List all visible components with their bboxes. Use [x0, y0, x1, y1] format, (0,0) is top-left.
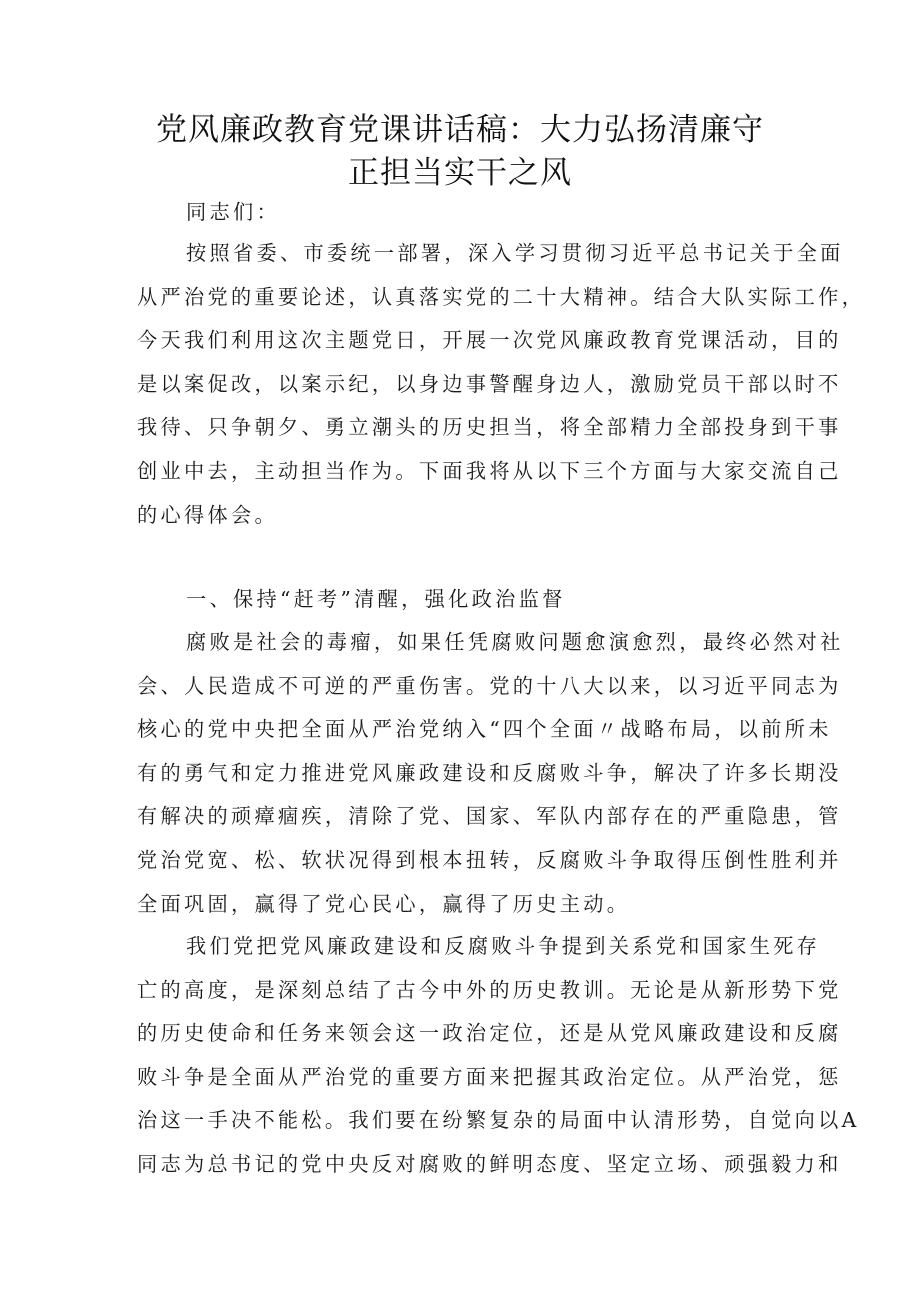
paragraph-line: 败斗争是全面从严治党的重要方面来把握其政治定位。从严治党，惩	[137, 1064, 842, 1089]
paragraph-line: 从严治党的重要论述，认真落实党的二十大精神。结合大队实际工作，	[137, 284, 866, 309]
paragraph-line: 今天我们利用这次主题党日，开展一次党风廉政教育党课活动，目的	[137, 328, 842, 353]
section-heading-text: 一、保持“赶考”清醒，强化政治监督	[186, 587, 566, 611]
paragraph-line: 有解决的顽瘴痼疾，清除了党、国家、军队内部存在的严重隐患，管	[137, 804, 842, 829]
section-heading-1	[137, 578, 797, 622]
paragraph-line: 同志为总书记的党中央反对腐败的鲜明态度、坚定立场、顽强毅力和	[137, 1151, 842, 1176]
paragraph-line: 的历史使命和任务来领会这一政治定位，还是从党风廉政建设和反腐	[137, 1021, 842, 1046]
paragraph-line: 治这一手决不能松。我们要在纷繁复杂的局面中认清形势，自觉向以A	[137, 1108, 860, 1133]
paragraph-line: 有的勇气和定力推进党风廉政建设和反腐败斗争，解决了许多长期没	[137, 760, 842, 785]
paragraph-line: 亡的高度，是深刻总结了古今中外的历史教训。无论是从新形势下党	[137, 977, 842, 1002]
paragraph-line: 核心的党中央把全面从严治党纳入“四个全面〃战略布局，以前所未	[137, 717, 832, 742]
document-title-line-1: 党风廉政教育党课讲话稿：大力弘扬清廉守	[156, 112, 764, 148]
paragraph-line: 会、人民造成不可逆的严重伤害。党的十八大以来，以习近平同志为	[137, 673, 842, 698]
document-title-line-2: 正担当实干之风	[348, 155, 572, 191]
paragraph-line: 我们党把党风廉政建设和反腐败斗争提到关系党和国家生死存	[186, 934, 821, 958]
paragraph-line: 党治党宽、松、软状况得到根本扭转，反腐败斗争取得压倒性胜利并	[137, 847, 842, 872]
paragraph-line: 我待、只争朝夕、勇立潮头的历史担当，将全部精力全部投身到干事	[137, 415, 842, 440]
paragraph-corruption	[137, 621, 844, 926]
paragraph-line: 全面巩固，赢得了党心民心，赢得了历史主动。	[137, 891, 631, 916]
paragraph-line: 按照省委、市委统一部署，深入学习贯彻习近平总书记关于全面	[186, 241, 844, 265]
paragraph-line: 的心得体会。	[137, 502, 278, 527]
paragraph-intro	[137, 232, 866, 537]
paragraph-party-building	[137, 925, 860, 1187]
paragraph-line: 创业中去，主动担当作为。下面我将从以下三个方面与大家交流自己	[137, 458, 842, 483]
paragraph-line: 腐败是社会的毒瘤，如果任凭腐败问题愈演愈烈，最终必然对社	[186, 630, 844, 654]
greeting: 同志们：	[186, 200, 280, 224]
paragraph-line: 是以案促改，以案示纪，以身边事警醒身边人，激励党员干部以时不	[137, 371, 842, 396]
